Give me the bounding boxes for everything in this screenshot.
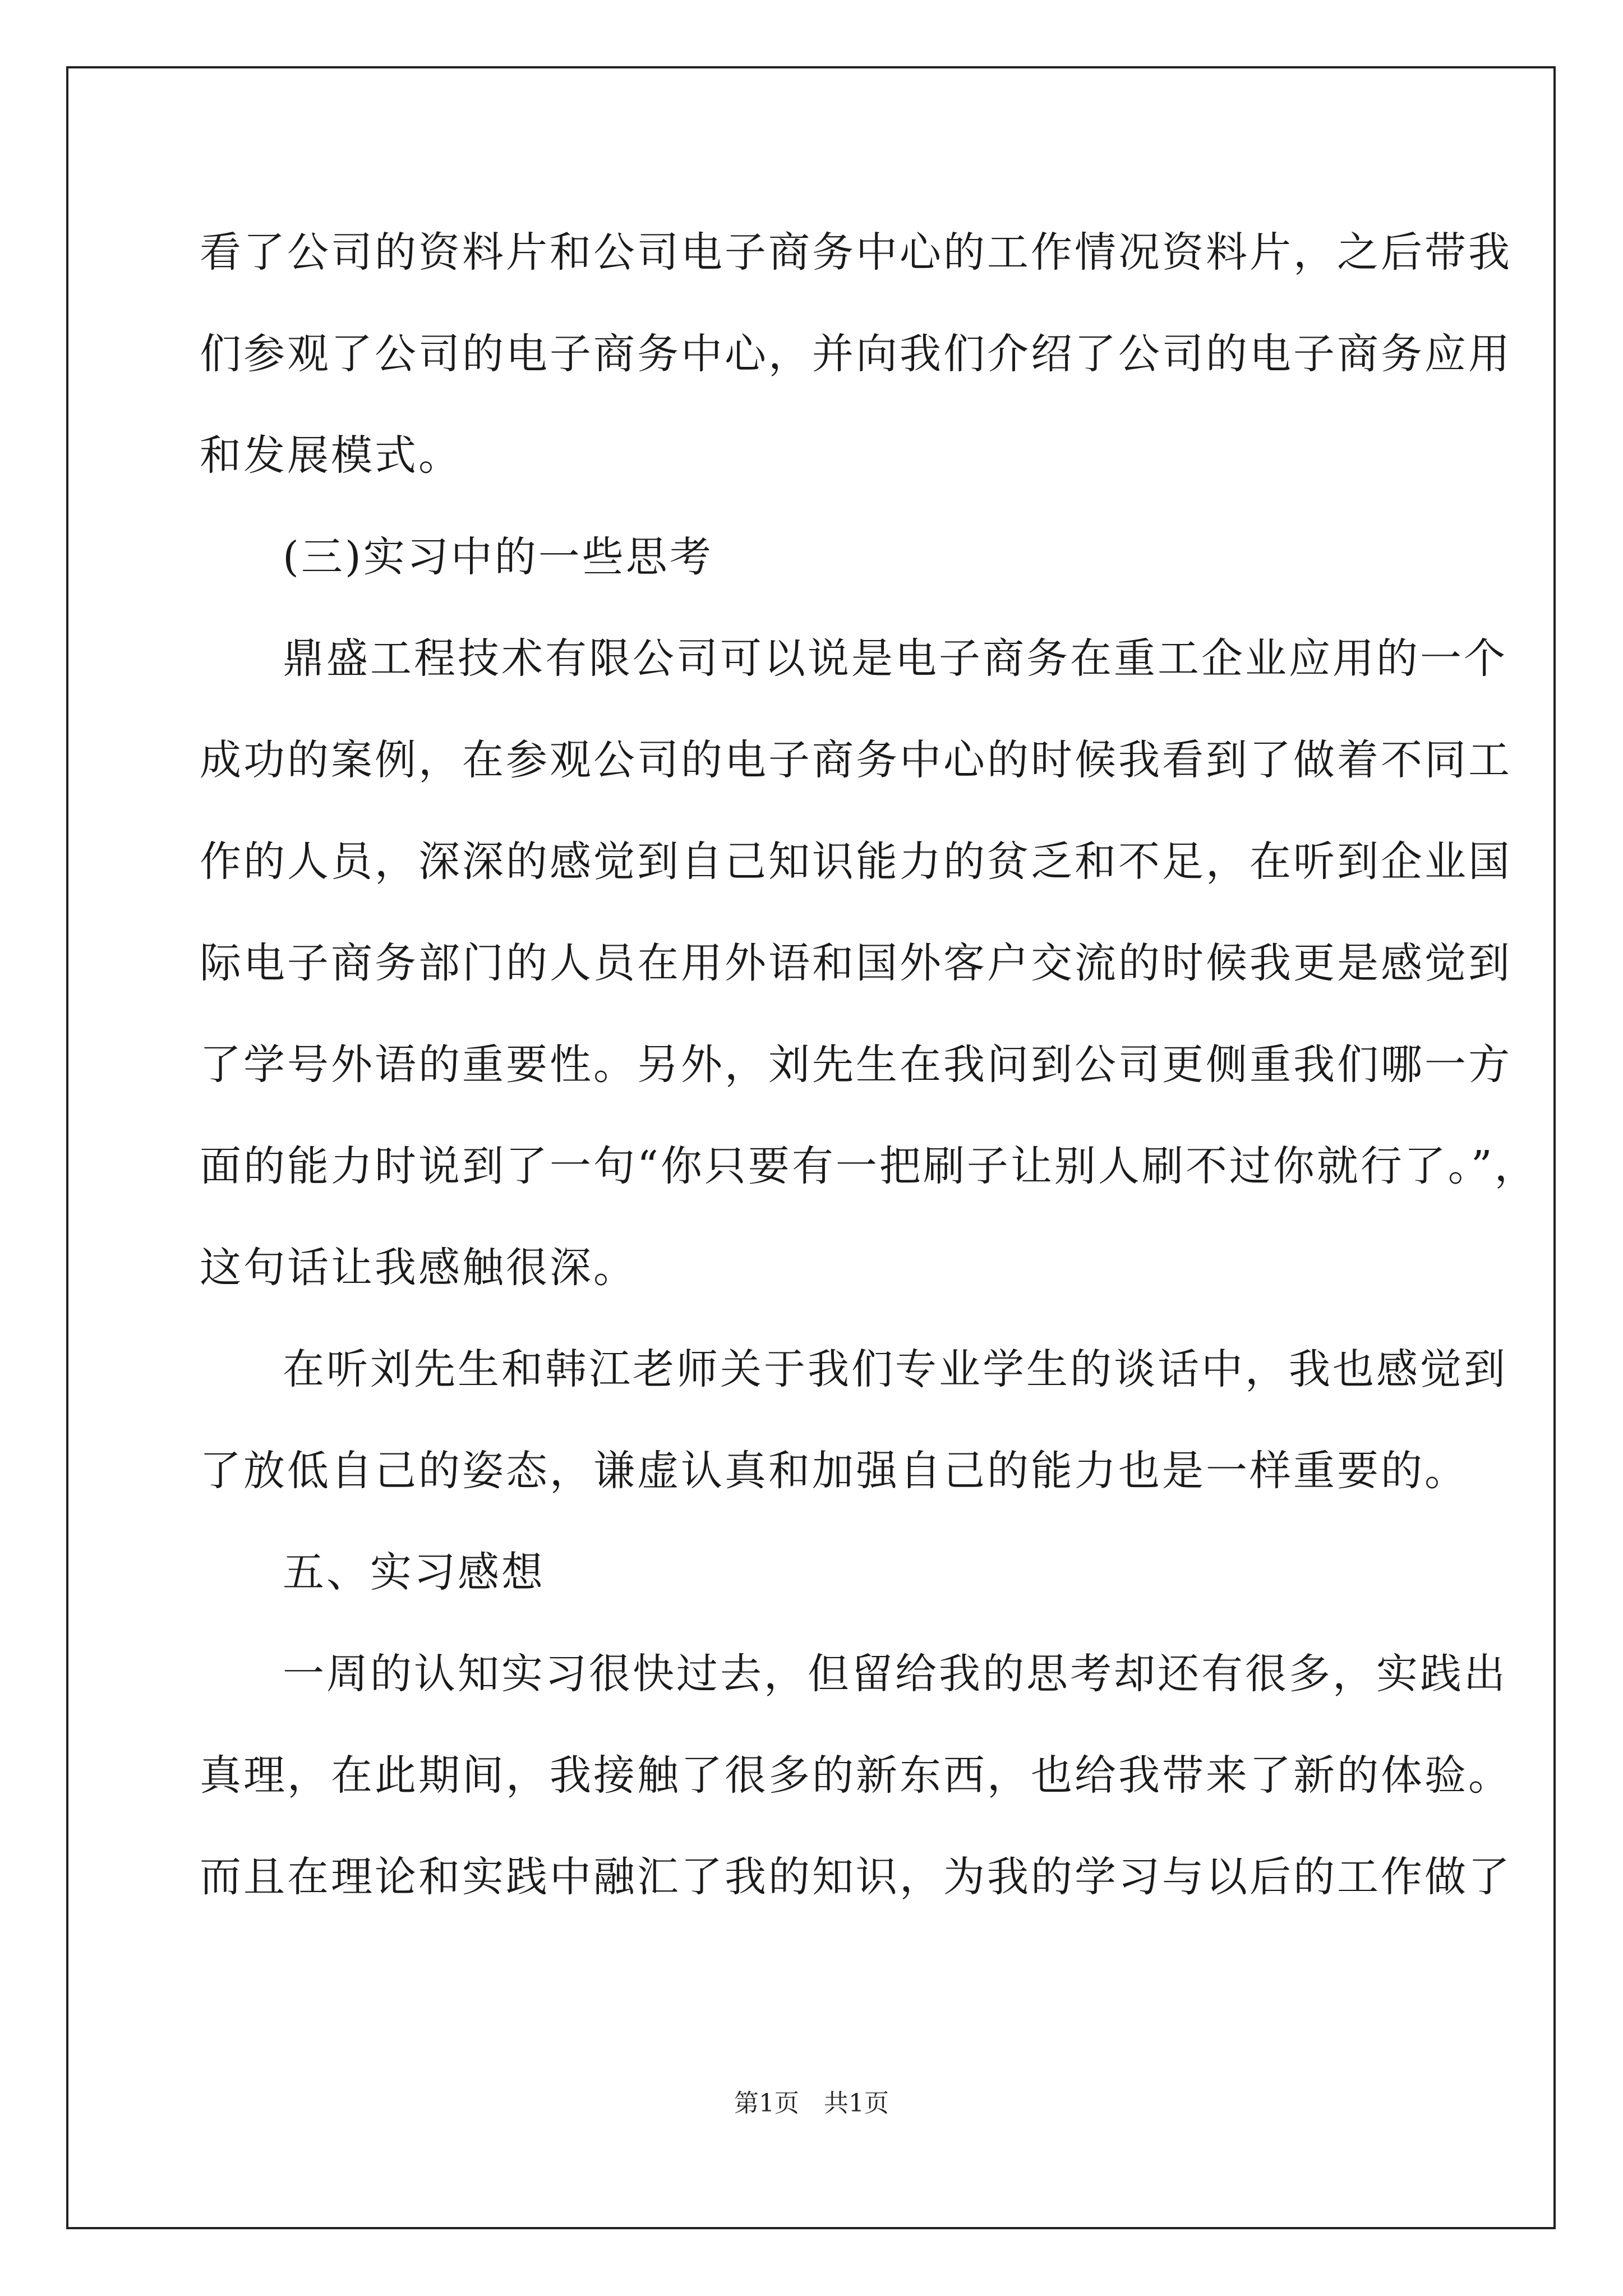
section-heading: (三)实习中的一些思考 [283, 533, 713, 581]
text-line: 成功的案例，在参观公司的电子商务中心的时候我看到了做着不同工 [200, 736, 1512, 784]
text-line: 了学号外语的重要性。另外，刘先生在我问到公司更侧重我们哪一方 [200, 1041, 1512, 1089]
text-line: 这句话让我感触很深。 [200, 1244, 637, 1292]
section-heading: 五、实习感想 [283, 1548, 545, 1596]
text-line: 面的能力时说到了一句“你只要有一把刷子让别人刷不过你就行了。”， [200, 1142, 1538, 1190]
text-line: 一周的认知实习很快过去，但留给我的思考却还有很多，实践出 [283, 1650, 1507, 1698]
text-line: 和发展模式。 [200, 431, 462, 480]
text-line: 在听刘先生和韩江老师关于我们专业学生的谈话中，我也感觉到 [283, 1345, 1507, 1393]
text-line: 真理，在此期间，我接触了很多的新东西，也给我带来了新的体验。 [200, 1751, 1512, 1800]
text-line: 而且在理论和实践中融汇了我的知识，为我的学习与以后的工作做了 [200, 1853, 1512, 1901]
text-line: 际电子商务部门的人员在用外语和国外客户交流的时候我更是感觉到 [200, 939, 1512, 987]
text-line: 看了公司的资料片和公司电子商务中心的工作情况资料片，之后带我 [200, 228, 1512, 277]
text-line: 作的人员，深深的感觉到自己知识能力的贫乏和不足，在听到企业国 [200, 838, 1512, 886]
text-line: 鼎盛工程技术有限公司可以说是电子商务在重工企业应用的一个 [283, 634, 1507, 683]
page-number: 第1页 共1页 [734, 2089, 889, 2118]
text-line: 了放低自己的姿态，谦虚认真和加强自己的能力也是一样重要的。 [200, 1447, 1468, 1495]
text-line: 们参观了公司的电子商务中心，并向我们介绍了公司的电子商务应用 [200, 330, 1512, 378]
